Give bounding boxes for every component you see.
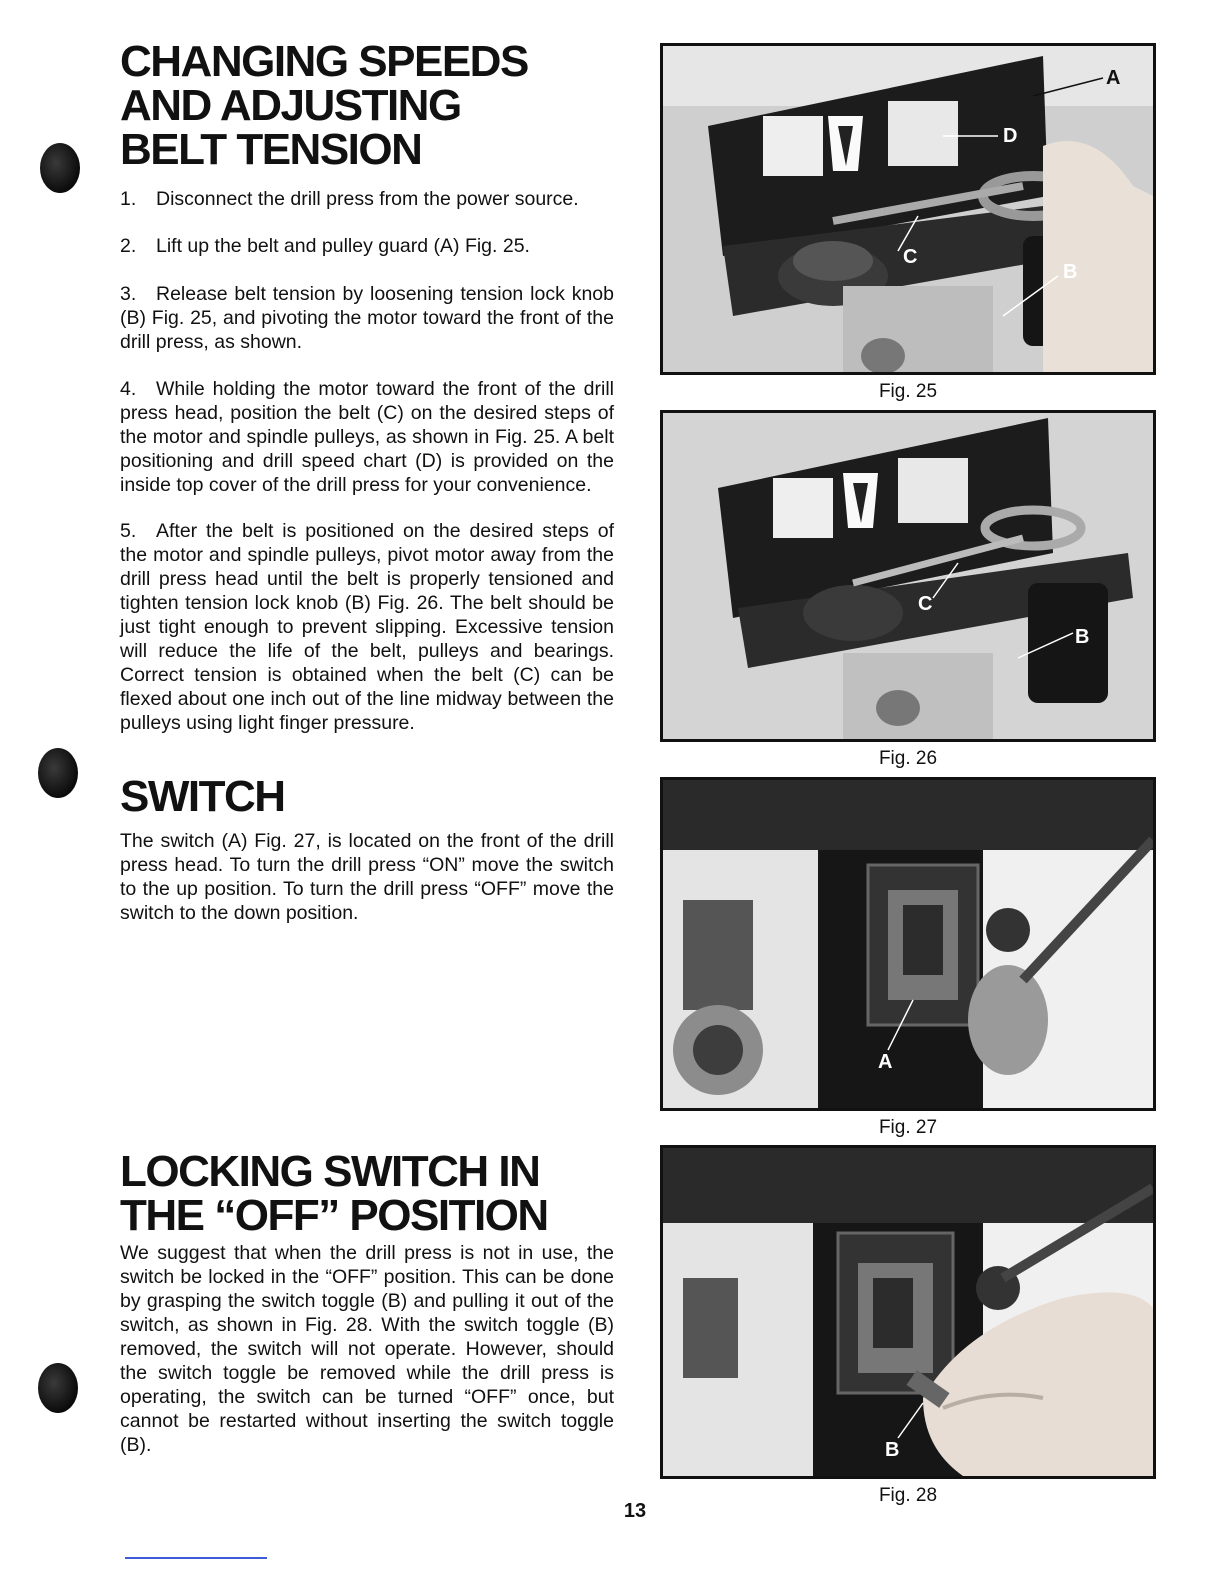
step-4 (120, 377, 614, 497)
punch-hole-middle (38, 748, 78, 798)
figure-25-photo (660, 43, 1156, 375)
label-c: C (903, 246, 918, 268)
label-a: A (1106, 67, 1121, 89)
step-number: 4. (120, 378, 137, 400)
step-number: 5. (120, 520, 137, 542)
step-2 (120, 234, 614, 258)
heading-line: AND ADJUSTING (120, 81, 461, 130)
step-text: Lift up the belt and pulley guard (A) Fig. 25. (156, 235, 530, 257)
label-b: B (885, 1439, 900, 1461)
heading-locking-switch (120, 1147, 548, 1240)
step-number: 2. (120, 235, 137, 257)
heading-switch: SWITCH (120, 772, 285, 821)
step-text: After the belt is positioned on the desired steps of the motor and spindle pulleys, pivot motor away from the drill press head until the belt is properly tensioned and tighten tension lock knob (B) Fig. 26. The belt should be just tight enough to prevent slipping. Excessive tension will reduce the life of the belt, pulleys and bearings. Correct tension is obtained when the belt (C) can be flexed about one inch out of the line midway between the pulleys using light finger pressure. (120, 520, 614, 734)
heading-line: LOCKING SWITCH IN (120, 1147, 540, 1196)
figure-28-photo (660, 1145, 1156, 1479)
footer-rule (125, 1557, 267, 1559)
label-c: C (918, 593, 933, 615)
locking-paragraph: We suggest that when the drill press is not in use, the switch be locked in the “OFF” position. This can be done by grasping the switch toggle (B) and pulling it out of the switch, as shown in Fig. 28. With the switch toggle (B) removed, the switch will not operate. However, should the switch toggle be removed while the drill press is operating, the switch can be turned “OFF” once, but cannot be restarted without inserting the switch toggle (B). (120, 1242, 614, 1456)
drill-press-belt-tensioned-image (663, 413, 1153, 739)
figure-25-caption: Fig. 25 (878, 381, 938, 402)
label-b: B (1075, 626, 1090, 648)
step-3 (120, 282, 614, 354)
switch-toggle-removal-image (663, 1148, 1153, 1476)
heading-changing-speeds (120, 37, 528, 174)
switch-paragraph: The switch (A) Fig. 27, is located on the front of the drill press head. To turn the drill press “ON” move the switch to the up position. To turn the drill press “OFF” move the switch to the down position. (120, 830, 614, 924)
heading-line: CHANGING SPEEDS (120, 37, 528, 86)
step-text: Release belt tension by loosening tension lock knob (B) Fig. 25, and pivoting the motor toward the front of the drill press, as shown. (120, 283, 614, 353)
step-text: Disconnect the drill press from the power source. (156, 188, 579, 210)
step-number: 3. (120, 283, 137, 305)
step-number: 1. (120, 188, 137, 210)
punch-hole-bottom (38, 1363, 78, 1413)
label-d: D (1003, 125, 1018, 147)
drill-press-switch-image (663, 780, 1153, 1108)
page-number: 13 (623, 1500, 647, 1522)
heading-line: THE “OFF” POSITION (120, 1191, 548, 1240)
punch-hole-top (40, 143, 80, 193)
figure-26-photo (660, 410, 1156, 742)
step-1 (120, 187, 614, 211)
step-text: While holding the motor toward the front of the drill press head, position the belt (C) on the desired steps of the motor and spindle pulleys, as shown in Fig. 25. A belt positioning and drill speed chart (D) is provided on the inside top cover of the drill press for your convenience. (120, 378, 614, 496)
figure-27-photo (660, 777, 1156, 1111)
label-a: A (878, 1051, 893, 1073)
label-b: B (1063, 261, 1078, 283)
figure-28-caption: Fig. 28 (878, 1485, 938, 1506)
heading-line: BELT TENSION (120, 125, 422, 174)
step-5 (120, 519, 614, 735)
figure-27-caption: Fig. 27 (878, 1117, 938, 1138)
drill-press-belt-guard-open-image (663, 46, 1153, 372)
figure-26-caption: Fig. 26 (878, 748, 938, 769)
